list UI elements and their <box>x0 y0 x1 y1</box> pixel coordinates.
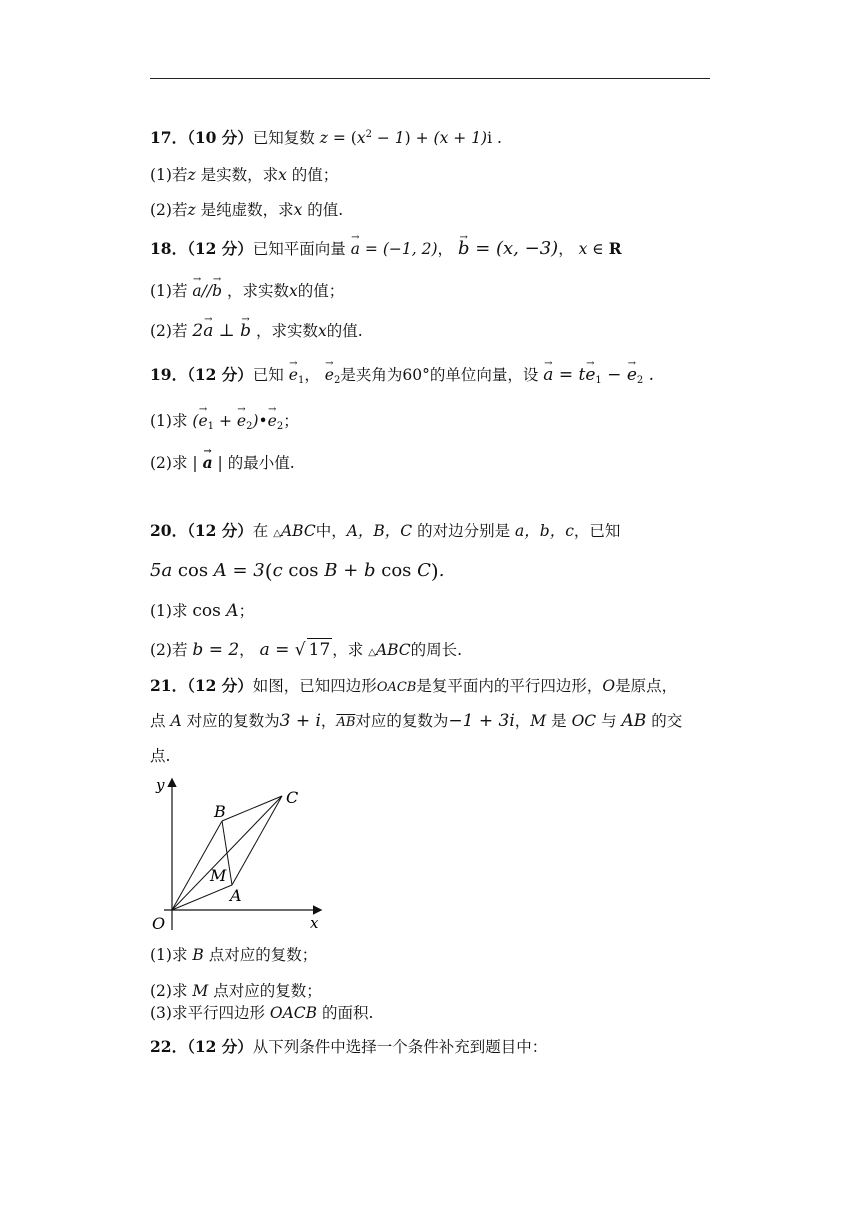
label-x: x <box>310 914 319 932</box>
question-17-part-1: (1)若z 是实数，求x 的值； <box>150 166 339 184</box>
question-19-part-1: (1)求 (→ $e_1$ + → $e_2)•\to e_2$； <box>150 410 299 438</box>
label-A: A <box>230 886 242 905</box>
formula: 3 + i <box>279 711 321 731</box>
formula: (→ $e_1$ + → $e_2)•\to e_2$ <box>192 412 283 430</box>
question-21-part-3: (3)求平行四边形 OACB 的面积. <box>150 1004 374 1022</box>
question-number: 21．（12 分） <box>150 676 253 695</box>
label-C: C <box>286 788 299 807</box>
question-20-part-2: (2)若 b = 2， a = √ 17 ，求 △ABC的周长. <box>150 640 463 660</box>
question-18-part-1: (1)若 → a//→ b ，求实数x的值； <box>150 280 344 302</box>
label-B: B <box>214 802 226 821</box>
question-18: 18．（12 分）已知平面向量 → a = (−1, 2)， → b = (x, −3)， x ∈ R <box>150 238 622 260</box>
formula: 5a cos A = 3(c cos B + b cos C). <box>150 559 445 583</box>
question-22: 22．（12 分）从下列条件中选择一个条件补充到题目中： <box>150 1037 548 1056</box>
question-21-line-2: 点 A 对应的复数为3 + i，$\overline{AB}$对应的复数为−1 + 3i，M 是 OC 与 AB 的交 <box>150 711 683 731</box>
formula: → $a = t\to e_1$ − → $e_2$ . <box>543 365 654 385</box>
label-O: O <box>152 914 166 933</box>
formula: | → a | <box>192 454 222 472</box>
question-21-part-1: (1)求 B 点对应的复数； <box>150 946 318 964</box>
header-rule <box>150 78 710 79</box>
question-number: 17．（10 分） <box>150 128 253 147</box>
question-19: 19．（12 分）已知 → $e_1$， → $e_2$是夹角为60°的单位向量，设 → $a = t\to e_1$ − → $e_2$ . <box>150 364 654 392</box>
label-y: y <box>156 776 165 794</box>
formula: x ∈ R <box>578 239 622 258</box>
formula: 2→ a ⊥ → b <box>192 321 251 341</box>
label-M: M <box>210 866 227 885</box>
formula: → b = (x, −3) <box>458 238 558 259</box>
question-20-formula <box>150 560 444 582</box>
question-21-part-2: (2)求 M 点对应的复数； <box>150 982 322 1000</box>
question-19-part-2: (2)求 | → a | 的最小值. <box>150 452 295 474</box>
formula: a = √ 17 <box>259 640 331 660</box>
question-number: 18．（12 分） <box>150 239 253 258</box>
question-text: 已知复数 <box>252 129 315 147</box>
side-BC <box>222 796 282 821</box>
question-number: 20．（12 分） <box>150 521 253 540</box>
parallelogram-figure <box>148 772 338 934</box>
question-17 <box>150 124 502 149</box>
question-18-part-2: (2)若 2→ a ⊥ → b ，求实数x的值. <box>150 320 363 342</box>
formula: $z = (x^2 - 1) + (x + 1)i$ . <box>319 129 502 147</box>
question-17-part-2: (2)若z 是纯虚数，求x 的值. <box>150 201 344 219</box>
question-21-line-3: 点. <box>150 747 171 765</box>
formula: −1 + 3i <box>448 711 515 731</box>
question-20-part-1: (1)求 cos A； <box>150 601 255 621</box>
question-20: 20．（12 分）在 △ABC中，A，B，C 的对边分别是 a，b，c，已知 <box>150 521 621 540</box>
formula: cos A <box>192 601 239 621</box>
question-21: 21．（12 分）如图，已知四边形OACB是复平面内的平行四边形，O是原点， <box>150 676 678 695</box>
question-number: 19．（12 分） <box>150 365 253 384</box>
question-number: 22．（12 分） <box>150 1037 253 1056</box>
formula: → a = (−1, 2) <box>351 240 438 258</box>
formula: → a//→ b <box>192 282 222 300</box>
side-OA <box>172 885 232 910</box>
formula: b = 2 <box>192 640 240 660</box>
